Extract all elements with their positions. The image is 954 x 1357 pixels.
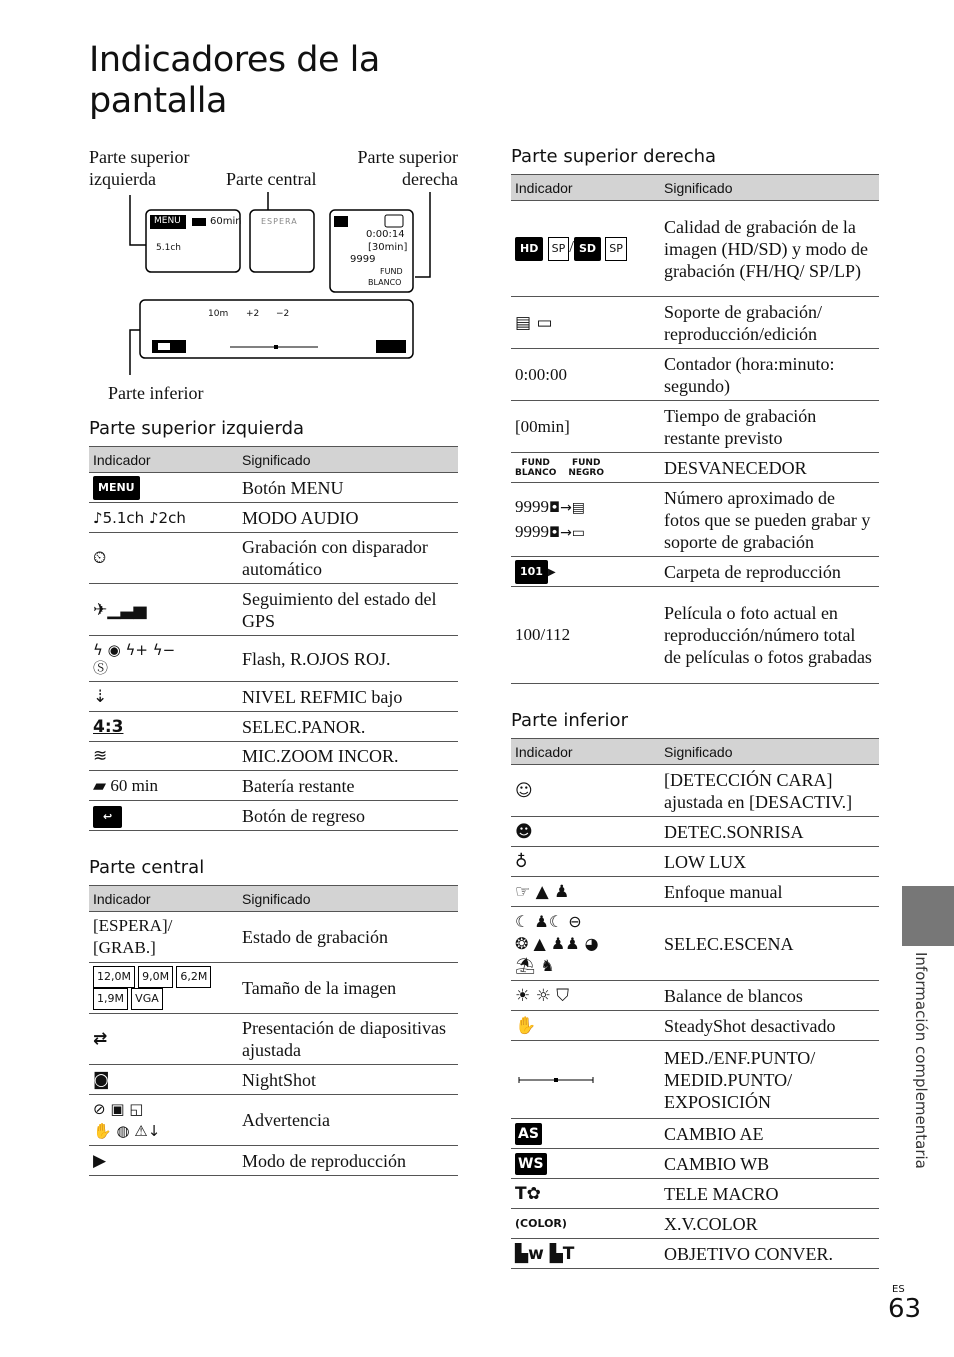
nightshot-icon: ◙ [89, 1065, 238, 1095]
row-sig: Balance de blancos [660, 981, 879, 1011]
row-sig: TELE MACRO [660, 1179, 879, 1209]
exposure-slider-icon [515, 1075, 595, 1085]
gps-icon: ✈▁▃▅ [89, 584, 238, 636]
play-icon: ▶ [89, 1146, 238, 1176]
sp-icon: SP [548, 237, 570, 261]
playback-counter: 100/112 [511, 587, 660, 684]
hd-icon: HD [515, 237, 543, 261]
scene-icons: ☾ ♟☾ ⊖ ❂ ▲ ♟♟ ◕ ⛱ ♞ [511, 907, 660, 981]
screen-as: +2 [246, 309, 260, 319]
section-top-left-title: Parte superior izquierda [89, 418, 305, 439]
as-icon: AS [515, 1123, 542, 1145]
quality-icons: HD SP / SD SP [511, 201, 660, 297]
size-12m: 12,0M [93, 966, 135, 988]
table-row [89, 1095, 458, 1146]
row-sig: MIC.ZOOM INCOR. [238, 742, 458, 771]
table-row [89, 1065, 458, 1095]
section-center-title: Parte central [89, 857, 205, 878]
table-row [89, 1014, 458, 1065]
row-sig: OBJETIVO CONVER. [660, 1239, 879, 1269]
table-row [511, 817, 879, 847]
arrow-icon: ▶ [547, 567, 556, 578]
negro-label: NEGRO [568, 467, 605, 478]
size-9m: 9,0M [138, 966, 173, 988]
panorama-icon: 4:3 [89, 712, 238, 742]
table-row [89, 473, 458, 503]
audio-icon: ♪5.1ch ♪2ch [89, 503, 238, 533]
row-sig: Carpeta de reproducción [660, 557, 879, 587]
table-row [511, 587, 879, 684]
row-sig: Botón de regreso [238, 801, 458, 831]
smile-icon: ☻ [511, 817, 660, 847]
battery-text: 60 min [110, 775, 159, 795]
screen-menu: MENU [154, 216, 181, 226]
table-row [511, 1179, 879, 1209]
screen-ws: −2 [276, 309, 290, 319]
label-top-right: Parte superior derecha [357, 147, 458, 189]
row-sig: Seguimiento del estado del GPS [238, 584, 458, 636]
table-row [89, 682, 458, 712]
section-bottom-title: Parte inferior [511, 710, 628, 731]
row-sig: Soporte de grabación/ reproducción/edición [660, 297, 879, 349]
side-tab-label: Información complementaria [912, 952, 930, 1169]
flash-icons: ϟ ◉ ϟ+ ϟ− Ⓢ [89, 636, 238, 682]
menu-icon: MENU [93, 476, 140, 500]
photo-count-icons: 9999◘→▤ 9999◘→▭ [511, 483, 660, 557]
row-sig: Presentación de diapositivas ajustada [238, 1014, 458, 1065]
warning-icons: ⊘ ▣ ◱ ✋ ◍ ⚠↓ [89, 1095, 238, 1146]
row-sig: CAMBIO WB [660, 1149, 879, 1179]
table-row [89, 636, 458, 682]
row-sig: Contador (hora:minuto: segundo) [660, 349, 879, 401]
page-number: 63 [888, 1294, 922, 1324]
screen-fund: FUND [380, 267, 403, 276]
section-top-right-title: Parte superior derecha [511, 146, 717, 167]
focus-icons: ☞ ▲ ♟ [511, 877, 660, 907]
table-row [511, 907, 879, 981]
lowlux-icon: ♁ [511, 847, 660, 877]
table-row [511, 1011, 879, 1041]
header-significado: Significado [660, 175, 879, 201]
header-significado: Significado [238, 447, 458, 473]
diagram-lines [0, 0, 480, 420]
row-sig: Flash, R.OJOS ROJ. [238, 636, 458, 682]
table-row [511, 1041, 879, 1119]
row-sig: MED./ENF.PUNTO/ MEDID.PUNTO/ EXPOSICIÓN [660, 1041, 879, 1119]
row-sig: Estado de grabación [238, 912, 458, 963]
face-off-icon: ☺ [511, 765, 660, 817]
table-row [89, 963, 458, 1014]
row-sig: Grabación con disparador automático [238, 533, 458, 584]
table-row [511, 483, 879, 557]
header-significado: Significado [238, 886, 458, 912]
photos-count: 9999 [515, 496, 549, 516]
timer-icon: ⏲ [89, 533, 238, 584]
row-sig: MODO AUDIO [238, 503, 458, 533]
steadyshot-off-icon: ✋ [511, 1011, 660, 1041]
ws-icon: WS [515, 1153, 547, 1175]
photos-count: 9999 [515, 521, 549, 541]
table-row [511, 1149, 879, 1179]
screen-espera: ESPERA [261, 217, 298, 226]
header-significado: Significado [660, 739, 879, 765]
media-icons: ▤ ▭ [511, 297, 660, 349]
screen-10m: 10m [208, 309, 229, 319]
table-row [511, 557, 879, 587]
remaining-indicator: [00min] [511, 401, 660, 453]
table-row [89, 912, 458, 963]
top-left-table [89, 446, 458, 831]
header-indicador: Indicador [89, 447, 238, 473]
table-row [511, 1239, 879, 1269]
conversion-lens-icons: ▙w ▙T [511, 1239, 660, 1269]
screen-blanco: BLANCO [368, 278, 402, 287]
table-row [511, 401, 879, 453]
row-sig: Calidad de grabación de la imagen (HD/SD) y modo de grabación (FH/HQ/ SP/LP) [660, 201, 879, 297]
side-tab-marker [902, 886, 954, 946]
sp-icon: SP [605, 237, 627, 261]
top-right-table [511, 174, 879, 684]
return-icon: ↩ [93, 806, 122, 828]
size-1m: 1,9M [93, 988, 128, 1010]
recording-state: [ESPERA]/ [GRAB.] [89, 912, 238, 963]
screen-audio: 5.1ch [156, 243, 181, 253]
row-sig: [DETECCIÓN CARA] ajustada en [DESACTIV.] [660, 765, 879, 817]
row-sig: Advertencia [238, 1095, 458, 1146]
table-row [89, 1146, 458, 1176]
screen-remaining: [30min] [368, 242, 408, 253]
mic-zoom-icon: ≋ [89, 742, 238, 771]
row-sig: Modo de reproducción [238, 1146, 458, 1176]
row-sig: NightShot [238, 1065, 458, 1095]
table-row [511, 349, 879, 401]
table-row [511, 877, 879, 907]
row-sig: Tamaño de la imagen [238, 963, 458, 1014]
table-row [89, 712, 458, 742]
table-row [89, 771, 458, 801]
table-row [89, 533, 458, 584]
row-sig: NIVEL REFMIC bajo [238, 682, 458, 712]
fund-label: FUND [521, 457, 550, 468]
row-sig: DETEC.SONRISA [660, 817, 879, 847]
row-sig: SteadyShot desactivado [660, 1011, 879, 1041]
row-sig: Película o foto actual en reproducción/número total de películas o fotos grabadas [660, 587, 879, 684]
page-title: Indicadores de la pantalla [89, 40, 380, 121]
row-sig: Batería restante [238, 771, 458, 801]
table-row [511, 297, 879, 349]
row-sig: Número aproximado de fotos que se pueden grabar y soporte de grabación [660, 483, 879, 557]
table-row [511, 1119, 879, 1149]
fader-icons [511, 453, 660, 483]
row-sig: CAMBIO AE [660, 1119, 879, 1149]
row-sig: X.V.COLOR [660, 1209, 879, 1239]
table-row [511, 201, 879, 297]
refmic-icon: ⇣ [89, 682, 238, 712]
table-row [89, 801, 458, 831]
tele-macro-icon: T✿ [511, 1179, 660, 1209]
table-row [511, 847, 879, 877]
label-bottom: Parte inferior [108, 383, 204, 403]
slideshow-icon: ⇄ [89, 1014, 238, 1065]
folder-icon: 101 [515, 560, 548, 584]
counter-indicator: 0:00:00 [511, 349, 660, 401]
row-sig: SELEC.PANOR. [238, 712, 458, 742]
row-sig: SELEC.ESCENA [660, 907, 879, 981]
row-sig: Tiempo de grabación restante previsto [660, 401, 879, 453]
table-row [511, 1209, 879, 1239]
blanco-label: BLANCO [515, 467, 557, 478]
screen-battery: 60min [210, 216, 242, 227]
table-row [511, 765, 879, 817]
bottom-table [511, 738, 879, 1269]
row-sig: LOW LUX [660, 847, 879, 877]
battery-icon: ▰ [93, 775, 107, 796]
table-row [89, 584, 458, 636]
screen-counter: 0:00:14 [366, 229, 405, 240]
size-vga: VGA [131, 988, 163, 1010]
label-center: Parte central [226, 169, 317, 189]
table-row [89, 503, 458, 533]
fund-label: FUND [571, 457, 601, 468]
header-indicador: Indicador [89, 886, 238, 912]
page-lang: ES [892, 1284, 905, 1295]
row-sig: Botón MENU [238, 473, 458, 503]
header-indicador: Indicador [511, 739, 660, 765]
row-sig: DESVANECEDOR [660, 453, 879, 483]
row-sig: Enfoque manual [660, 877, 879, 907]
sd-icon: SD [574, 237, 601, 261]
screen-photos: 9999 [350, 254, 376, 265]
exposure-bar [511, 1041, 660, 1119]
image-size-icons [89, 963, 238, 1014]
header-indicador: Indicador [511, 175, 660, 201]
size-6m: 6,2M [176, 966, 211, 988]
xvcolor-icon: (COLOR) [511, 1209, 660, 1239]
table-row [511, 453, 879, 483]
table-row [511, 981, 879, 1011]
center-table [89, 885, 458, 1176]
wb-icons: ☀ ☼ ⛉ [511, 981, 660, 1011]
label-top-left: Parte superior izquierda [89, 147, 190, 189]
table-row [89, 742, 458, 771]
